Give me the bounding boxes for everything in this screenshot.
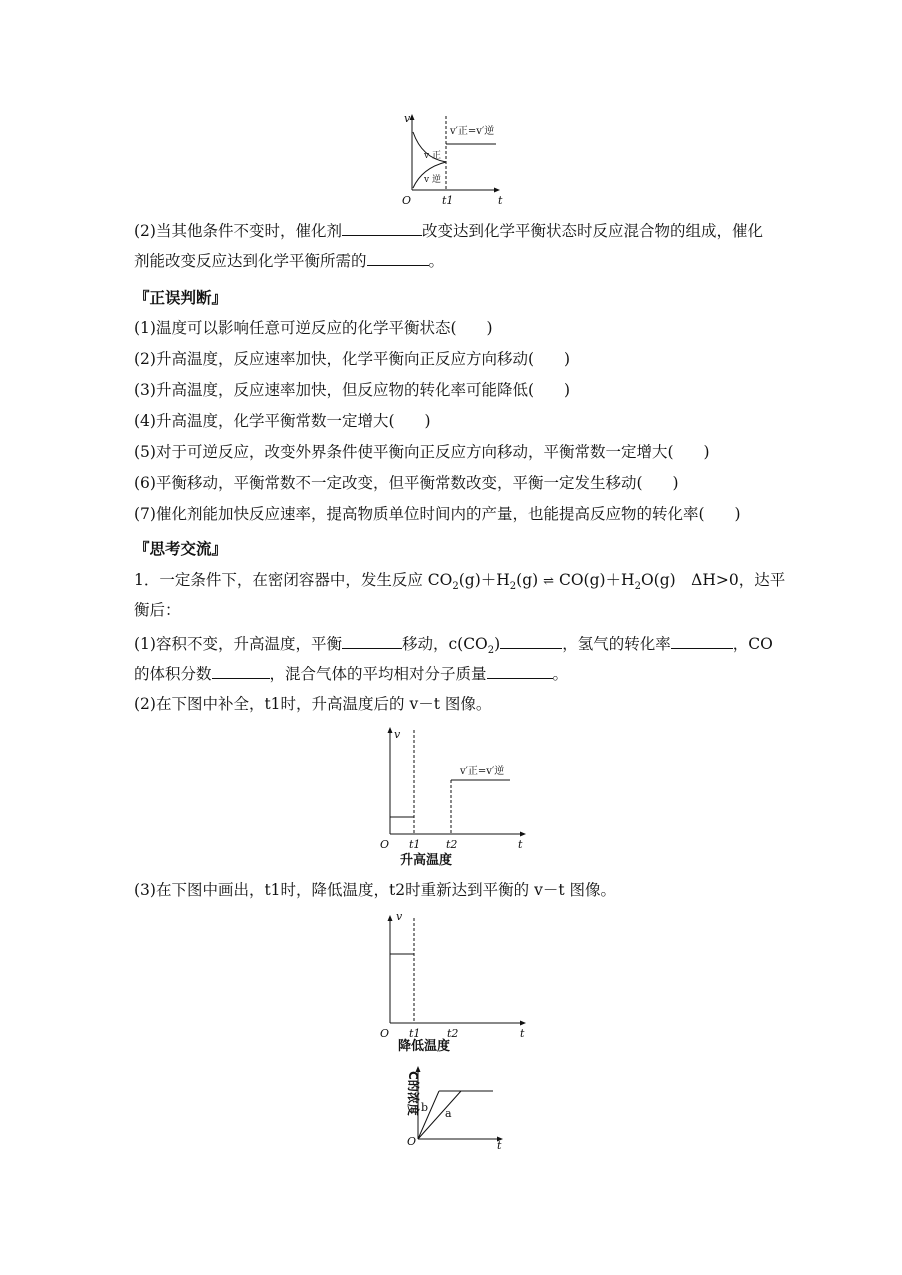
curve-a-label: a — [445, 1107, 452, 1120]
v-axis-label: v — [394, 728, 401, 741]
exchange-q3: (3)在下图中画出，t1时，降低温度，t2时重新达到平衡的 v－t 图像。 — [134, 881, 616, 899]
blank[interactable] — [342, 633, 402, 649]
judgment-item: (5)对于可逆反应，改变外界条件使平衡向正反应方向移动，平衡常数一定增大( ) — [134, 443, 710, 461]
t-axis-label: t — [518, 838, 523, 851]
judgment-item: (3)升高温度，反应速率加快，但反应物的转化率可能降低( ) — [134, 381, 571, 399]
blank[interactable] — [487, 663, 553, 679]
exchange-p1: 1．一定条件下，在密闭容器中，发生反应 $CO_2(g)+H_2(g)$ ⇌ $CO(g)+H_2O(g)$ ΔH>0，达平 — [134, 571, 786, 593]
curve-b-label: b — [421, 1101, 429, 1114]
t-axis-label: t — [520, 1027, 525, 1040]
judgment-item: (7)催化剂能加快反应速率，提高物质单位时间内的产量，也能提高反应物的转化率( ) — [134, 505, 741, 523]
equilibrium-label: v′正=v′逆 — [450, 126, 495, 137]
judgment-item: (1)温度可以影响任意可逆反应的化学平衡状态( ) — [134, 319, 493, 337]
exchange-q1-line2: 的体积分数 ，混合气体的平均相对分子质量 。 — [134, 665, 569, 683]
t-axis-label: t — [497, 1139, 502, 1152]
blank[interactable] — [671, 633, 733, 649]
v-reverse-label: v 逆 — [424, 175, 441, 185]
figure-concentration — [395, 1063, 515, 1158]
exchange-header: 『思考交流』 — [134, 540, 228, 558]
figure-caption: 升高温度 — [400, 853, 453, 868]
t2-label: t2 — [446, 838, 458, 851]
figure-cooling-vt — [368, 908, 538, 1053]
q2-line1: (2)当其他条件不变时，催化剂 改变达到化学平衡状态时反应混合物的组成，催化 — [134, 222, 763, 240]
exchange-p1-line2: 衡后： — [134, 601, 181, 619]
blank[interactable] — [367, 250, 429, 266]
judgment-header: 『正误判断』 — [134, 289, 228, 307]
figure-heating-vt — [368, 722, 538, 867]
equilibrium-label: v′正=v′逆 — [460, 766, 505, 777]
t1-label: t1 — [409, 838, 421, 851]
exchange-q2: (2)在下图中补全，t1时，升高温度后的 v－t 图像。 — [134, 695, 492, 713]
blank[interactable] — [500, 633, 562, 649]
judgment-item: (4)升高温度，化学平衡常数一定增大( ) — [134, 412, 431, 430]
exchange-q1: (1)容积不变，升高温度，平衡 移动，$c(CO_2)$ ，氢气的转化率 ，CO — [134, 635, 773, 657]
judgment-item: (2)升高温度，反应速率加快，化学平衡向正反应方向移动( ) — [134, 350, 571, 368]
t-axis-label: t — [498, 194, 503, 207]
blank[interactable] — [212, 663, 270, 679]
figure-catalyst-vt — [398, 110, 508, 210]
y-axis-label: C的浓度 — [406, 1071, 420, 1116]
origin-label: O — [402, 194, 412, 207]
origin-label: O — [380, 1027, 390, 1040]
t1-label: t1 — [409, 1027, 421, 1040]
judgment-item: (6)平衡移动，平衡常数不一定改变，但平衡常数改变，平衡一定发生移动( ) — [134, 474, 679, 492]
figure-caption: 降低温度 — [398, 1039, 451, 1054]
v-forward-label: v 正 — [424, 151, 441, 161]
blank[interactable] — [342, 220, 422, 236]
origin-label: O — [407, 1135, 417, 1148]
t2-label: t2 — [447, 1027, 459, 1040]
v-axis-label: v — [404, 112, 411, 125]
v-axis-label: v — [396, 910, 403, 923]
t1-label: t1 — [442, 194, 454, 207]
origin-label: O — [380, 838, 390, 851]
q2-line2: 剂能改变反应达到化学平衡所需的 。 — [134, 252, 445, 270]
equilibrium-arrow-icon: ⇌ — [543, 574, 555, 589]
